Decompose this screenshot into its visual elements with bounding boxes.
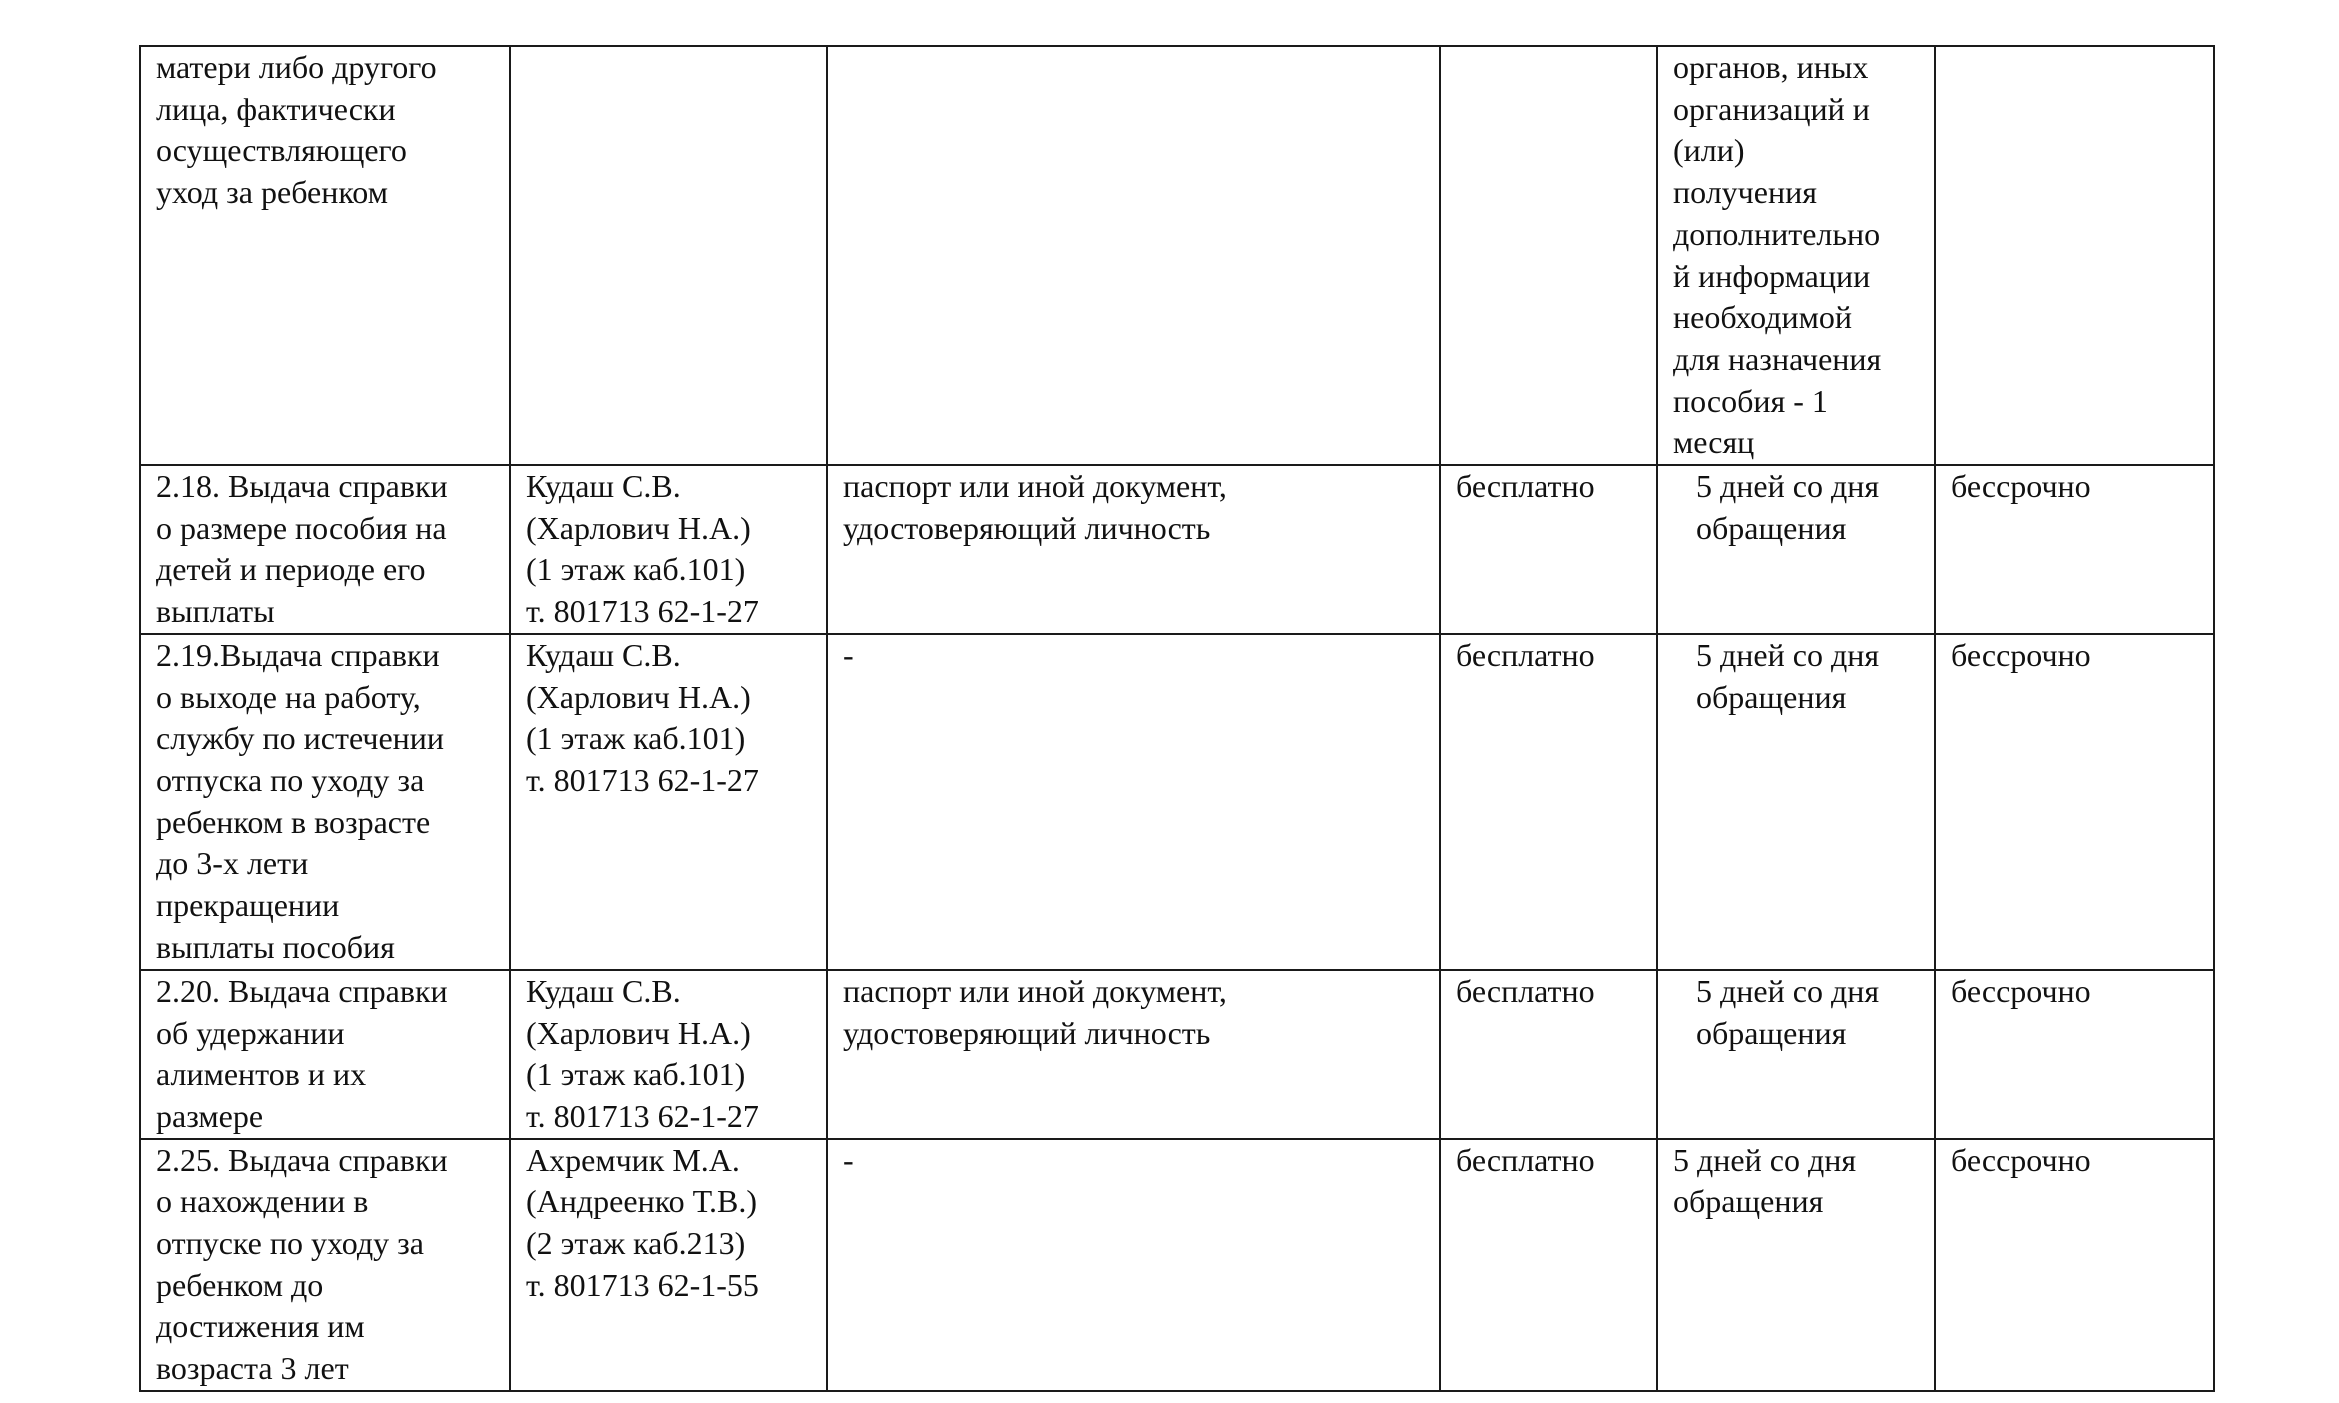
documents-cell <box>827 46 1440 465</box>
procedure-cell: 2.25. Выдача справки о нахождении в отпуске по уходу за ребенком до достижения им возраста 3 лет <box>140 1139 510 1391</box>
responsible-cell: Кудаш С.В. (Харлович Н.А.) (1 этаж каб.101) т. 801713 62-1-27 <box>510 465 827 634</box>
documents-cell: - <box>827 634 1440 970</box>
procedure-cell: 2.20. Выдача справки об удержании алиментов и их размере <box>140 970 510 1139</box>
services-table <box>139 45 2215 1392</box>
term-cell: 5 дней со дня обращения <box>1657 970 1935 1139</box>
procedure-cell: 2.18. Выдача справки о размере пособия на детей и периоде его выплаты <box>140 465 510 634</box>
term-cell: органов, иных организаций и (или) получения дополнительно й информации необходимой для назначения пособия - 1 месяц <box>1657 46 1935 465</box>
table-row <box>140 46 2214 465</box>
validity-cell <box>1935 46 2214 465</box>
responsible-cell: Кудаш С.В. (Харлович Н.А.) (1 этаж каб.101) т. 801713 62-1-27 <box>510 634 827 970</box>
validity-cell: бессрочно <box>1935 465 2214 634</box>
fee-cell: бесплатно <box>1440 970 1657 1139</box>
responsible-cell: Кудаш С.В. (Харлович Н.А.) (1 этаж каб.101) т. 801713 62-1-27 <box>510 970 827 1139</box>
documents-cell: - <box>827 1139 1440 1391</box>
responsible-cell: Ахремчик М.А. (Андреенко Т.В.) (2 этаж каб.213) т. 801713 62-1-55 <box>510 1139 827 1391</box>
table-row <box>140 465 2214 634</box>
table-row <box>140 634 2214 970</box>
validity-cell: бессрочно <box>1935 1139 2214 1391</box>
responsible-cell <box>510 46 827 465</box>
fee-cell <box>1440 46 1657 465</box>
validity-cell: бессрочно <box>1935 970 2214 1139</box>
term-cell: 5 дней со дня обращения <box>1657 1139 1935 1391</box>
table-row <box>140 1139 2214 1391</box>
documents-cell: паспорт или иной документ, удостоверяющий личность <box>827 465 1440 634</box>
validity-cell: бессрочно <box>1935 634 2214 970</box>
procedure-cell: 2.19.Выдача справки о выходе на работу, службу по истечении отпуска по уходу за ребенком в возрасте до 3-х лети прекращении выплаты пособия <box>140 634 510 970</box>
fee-cell: бесплатно <box>1440 465 1657 634</box>
documents-cell: паспорт или иной документ, удостоверяющий личность <box>827 970 1440 1139</box>
fee-cell: бесплатно <box>1440 634 1657 970</box>
table-row <box>140 970 2214 1139</box>
term-cell: 5 дней со дня обращения <box>1657 634 1935 970</box>
term-cell: 5 дней со дня обращения <box>1657 465 1935 634</box>
fee-cell: бесплатно <box>1440 1139 1657 1391</box>
procedure-cell: матери либо другого лица, фактически осуществляющего уход за ребенком <box>140 46 510 465</box>
